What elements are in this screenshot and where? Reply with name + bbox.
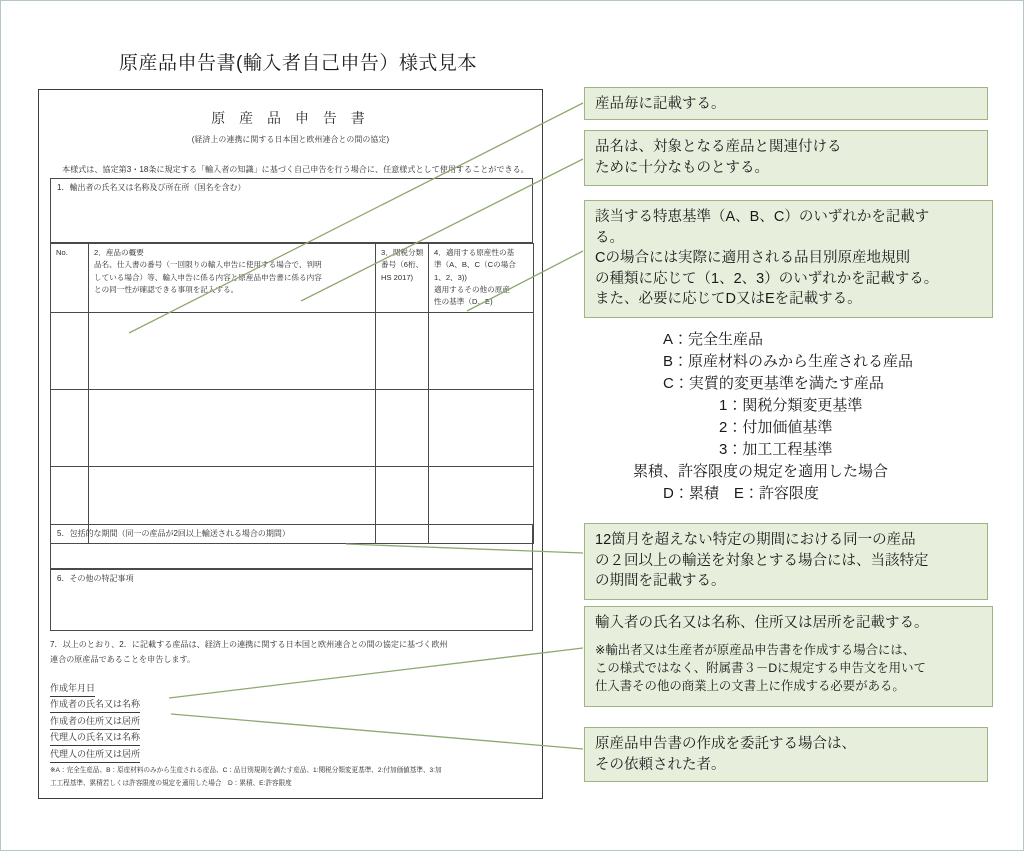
form-intro-text: 本様式は、協定第3・18条に規定する「輸入者の知識」に基づく自己申告を行う場合に、任意様式として使用することができる。 [62,164,529,174]
callout-blanket-period: 12箇月を超えない特定の期間における同一の産品 の２回以上の輸送を対象とする場合には、当該特定 の期間を記載する。 [584,523,988,600]
exporter-box-label: 1．輸出者の氏名又は名称及び所在所（国名を含む） [57,183,246,192]
cell-origin-criteria[interactable] [429,390,534,467]
signature-row [50,715,350,731]
callout-per-product: 産品毎に記載する。 [584,87,988,120]
cell-description[interactable] [89,313,376,390]
form-subtitle: (経済上の連携に関する日本国と欧州連合との間の協定) [191,135,390,144]
signature-row [50,731,350,747]
legend-item-c: C：実質的変更基準を満たす産品 [663,375,884,393]
signature-block [50,682,350,764]
legend-item-c2: 2：付加価値基準 [719,419,833,437]
form-title: 原 産 品 申 告 書 [211,110,370,126]
cell-no[interactable] [51,313,89,390]
legend-item-a: A：完全生産品 [663,331,764,348]
signature-row [50,682,350,698]
cell-hs-code[interactable] [376,313,429,390]
callout-importer-details: 輸入者の氏名又は名称、住所又は居所を記載する。 ※輸出者又は生産者が原産品申告書を作成する場合には、 この様式ではなく、附属書３－Dに規定する申告文を用いて 仕入書その他の商業上の文書上に作成する必要がある。 [584,606,993,707]
field-preparer-name[interactable]: 作成者の氏名又は名称 [50,698,140,713]
field-agent-address[interactable]: 代理人の住所又は居所 [50,748,140,763]
page-title: 原産品申告書(輸入者自己申告）様式見本 [119,53,477,74]
criteria-legend [607,329,1007,505]
cell-origin-criteria[interactable] [429,313,534,390]
field-blanket-period[interactable] [50,524,533,569]
column-header-origin-criteria: 4．適用する原産性の基 準（A、B、C（Cの場合 1、2、3)) 適用するその他の原産 性の基準（D、E) [429,244,534,313]
cell-description[interactable] [89,390,376,467]
form-footnote: ※A：完全生産品、B：原産材料のみから生産される産品、C：品目別規則を満たす産品、1:関税分類変更基準、2:付加価値基準、3:加 工工程基準、累積若しくは許容限度の規定を適用した場合 D：累積、E:許容限度 [50,767,442,787]
signature-row [50,698,350,714]
table-row[interactable] [51,390,534,467]
field-preparer-address[interactable]: 作成者の住所又は居所 [50,715,140,730]
field-creation-date[interactable]: 作成年月日 [50,682,95,697]
field-agent-name[interactable]: 代理人の氏名又は名称 [50,731,140,746]
origin-declaration-form [38,89,543,799]
legend-item-c3: 3：加工工程基準 [719,441,833,459]
field-exporter-name-address[interactable] [50,178,533,243]
period-box-label: 5．包括的な期間（同一の産品が2回以上輸送される場合の期間） [57,529,290,538]
signature-row [50,748,350,764]
declaration-paragraph: 7．以上のとおり、2．に記載する産品は、経済上の連携に関する日本国と欧州連合との間の協定に基づく欧州 連合の原産品であることを申告します。 [50,640,448,664]
legend-item-de: D：累積 E：許容限度 [663,485,819,503]
column-header-no: No. [51,244,89,313]
callout-origin-criteria: 該当する特恵基準（A、B、C）のいずれかを記載す る。 Cの場合には実際に適用される品目別原産地規則 の種類に応じて（1、2、3）のいずれかを記載する。 また、必要に応じてD又はEを記載する。 [584,200,993,318]
column-header-hs-code: 3．関税分類 番号（6桁、 HS 2017) [376,244,429,313]
table-row[interactable] [51,313,534,390]
cell-hs-code[interactable] [376,390,429,467]
products-table [50,243,534,544]
legend-note: 累積、許容限度の規定を適用した場合 [633,463,889,481]
other-box-label: 6．その他の特記事項 [57,574,134,583]
field-other-remarks[interactable] [50,569,533,631]
column-header-description: 2．産品の概要 品名、仕入書の番号（一回限りの輸入申告に使用する場合で、判明 している場合）等、輸入申告に係る内容と原産品申告書に係る内容 との同一性が確認できる事項を記入する。 [89,244,376,313]
callout-delegated-preparer: 原産品申告書の作成を委託する場合は、 その依頼された者。 [584,727,988,782]
cell-no[interactable] [51,390,89,467]
legend-item-b: B：原産材料のみから生産される産品 [663,353,914,371]
table-header-row [51,244,534,313]
callout-item-name: 品名は、対象となる産品と関連付ける ために十分なものとする。 [584,130,988,186]
legend-item-c1: 1：関税分類変更基準 [719,397,863,415]
